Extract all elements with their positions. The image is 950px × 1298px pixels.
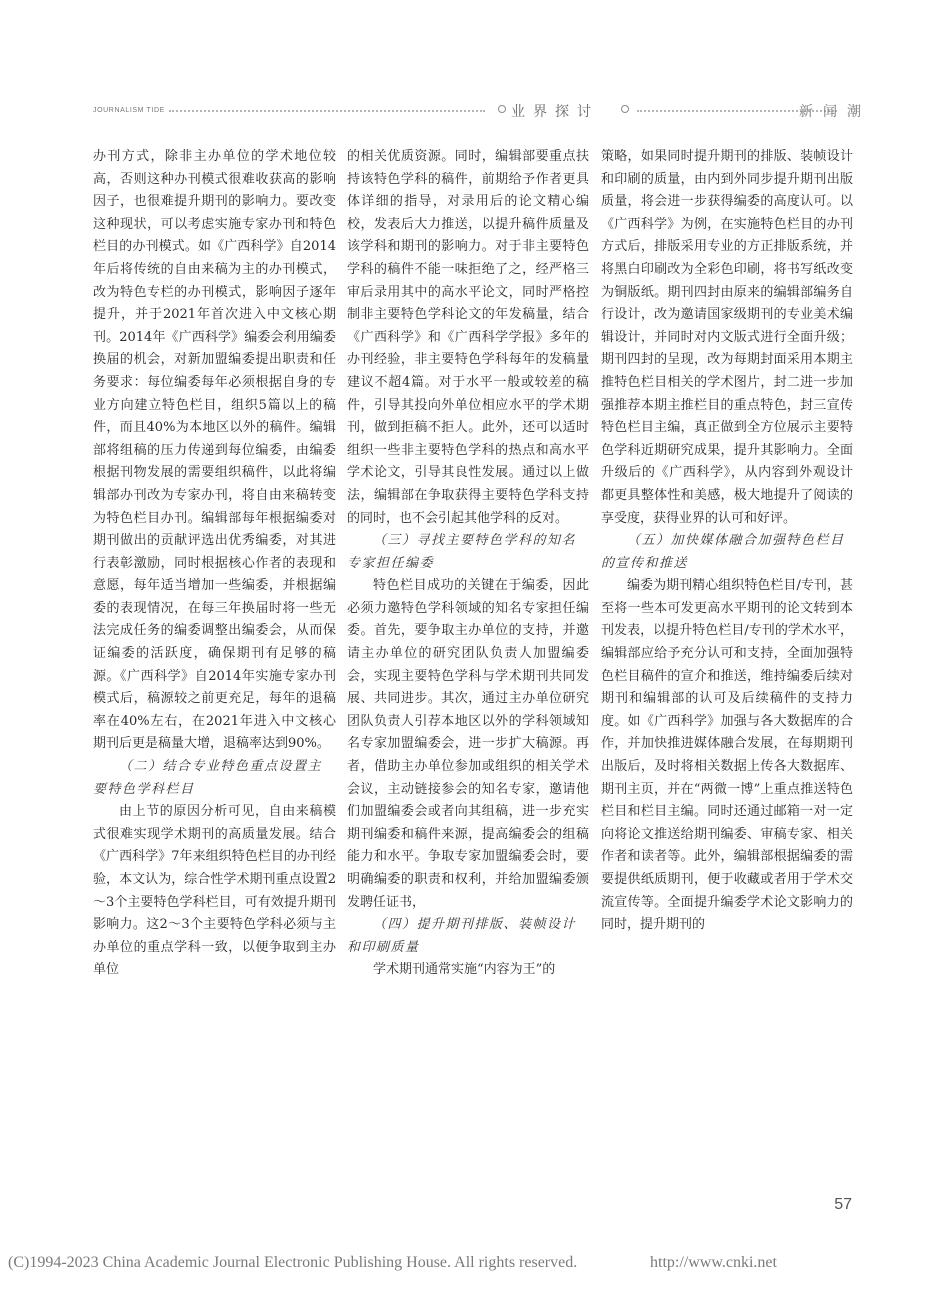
copyright-notice: (C)1994-2023 China Academic Journal Electronic Publishing House. All rights reserved. [8, 1254, 578, 1271]
circle-ornament-icon [498, 105, 506, 113]
paragraph: 编委为期刊精心组织特色栏目/专刊，甚至将一些本可发更高水平期刊的论文转到本刊发表，以提升特色栏目/专刊的学术水平，编辑部应给予充分认可和支持，全面加强特色栏目稿件的宣介和推送，维持编委后续对期刊和编辑部的认可及后续稿件的支持力度。如《广西科学》加强与各大数据库的合作，并加快推进媒体融合发展，在每期期刊出版后，及时将相关数据上传各大数据库、期刊主页，并在“两微一博”上重点推送特色栏目和栏目主编。同时还通过邮箱一对一定向将论文推送给期刊编委、审稿专家、相关作者和读者等。此外，编辑部根据编委的需要提供纸质期刊，便于收藏或者用于学术交流宣传等。全面提升编委学术论文影响力的同时，提升期刊的 [601, 578, 853, 933]
paragraph: 策略，如果同时提升期刊的排版、装帧设计和印刷的质量，由内到外同步提升期刊出版质量，将会进一步获得编委的高度认可。以《广西科学》为例，在实施特色栏目的办刊方式后，排版采用专业的方正排版系统，并将黑白印刷改为全彩色印刷，将书写纸改变为铜版纸。期刊四封由原来的编辑部编务自行设计，改为邀请国家级期刊的专业美术编辑设计，并同时对内文版式进行全面升级；期刊四封的呈现，改为每期封面采用本期主推特色栏目相关的学术图片，封二进一步加强推荐本期主推栏目的重点特色，封三宣传特色栏目主编，真正做到全方位展示主要特色学科近期研究成果，提升其影响力。全面升级后的《广西科学》，从内容到外观设计都更具整体性和美感，极大地提升了阅读的享受度，获得业界的认可和好评。 [601, 149, 853, 526]
circle-ornament-icon [621, 105, 629, 113]
header-dotted-rule-left [169, 110, 485, 112]
paragraph: 的相关优质资源。同时，编辑部要重点扶持该特色学科的稿件，前期给予作者更具体详细的指导，对录用后的论文精心编校，发表后大力推送，以提升稿件质量及该学科和期刊的影响力。对于非主要特色学科的稿件不能一味拒绝了之，经严格三审后录用其中的高水平论文，同时严格控制非主要特色学科论文的年发稿量，结合《广西科学》和《广西科学学报》多年的办刊经验，非主要特色学科每年的发稿量建议不超4篇。对于水平一般或较差的稿件，引导其投向外单位相应水平的学术期刊，做到拒稿不拒人。此外，还可以适时组织一些非主要特色学科的热点和高水平学术论文，引导其良性发展。通过以上做法，编辑部在争取获得主要特色学科支持的同时，也不会引起其他学科的反对。 [347, 149, 589, 526]
text-column-1 [93, 146, 336, 982]
page-number: 57 [834, 1196, 852, 1213]
subsection-heading: （五）加快媒体融合加强特色栏目的宣传和推送 [601, 533, 845, 571]
publisher-link[interactable]: http://www.cnki.net [650, 1254, 777, 1271]
text-column-2 [347, 146, 589, 982]
paragraph: 办刊方式，除非主办单位的学术地位较高，否则这种办刊模式很难收获高的影响因子，也很难提升期刊的影响力。要改变这种现状，可以考虑实施专家办刊和特色栏目的办刊模式。如《广西科学》自2014年后将传统的自由来稿为主的办刊模式，改为特色专栏的办刊模式，影响因子逐年提升，并于2021年首次进入中文核心期刊。2014年《广西科学》编委会利用编委换届的机会，对新加盟编委提出职责和任务要求：每位编委每年必须根据自身的专业方向建立特色栏目，组织5篇以上的稿件，而且40%为本地区以外的稿件。编辑部将组稿的压力传递到每位编委，由编委根据刊物发展的需要组织稿件，以此将编辑部办刊改为专家办刊，将自由来稿转变为特色栏目办刊。编辑部每年根据编委对期刊做出的贡献评选出优秀编委，对其进行表彰激励，同时根据核心作者的表现和意愿，每年适当增加一些编委，并根据编委的表现情况，在每三年换届时将一些无法完成任务的编委调整出编委会，从而保证编委的活跃度，确保期刊有足够的稿源。《广西科学》自2014年实施专家办刊模式后，稿源较之前更充足，每年的退稿率在40%左右，在2021年进入中文核心期刊后更是稿量大增，退稿率达到90%。 [93, 149, 336, 752]
subsection-heading: （二）结合专业特色重点设置主要特色学科栏目 [93, 759, 323, 797]
subsection-heading: （四）提升期刊排版、装帧设计和印刷质量 [347, 917, 577, 955]
journal-name-chinese: 新闻潮 [799, 104, 871, 120]
text-column-3 [601, 146, 853, 937]
journal-name-english: JOURNALISM TIDE [93, 107, 165, 114]
running-header [93, 100, 871, 122]
paragraph: 学术期刊通常实施“内容为王”的 [373, 962, 556, 978]
section-title: 业界探讨 [511, 104, 599, 120]
paragraph: 特色栏目成功的关键在于编委，因此必须力邀特色学科领域的知名专家担任编委。首先，要争取主办单位的支持，并邀请主办单位的研究团队负责人加盟编委会，实现主要特色学科与学术期刊共同发展、共同进步。其次，通过主办单位研究团队负责人引荐本地区以外的学科领域知名专家加盟编委会，进一步扩大稿源。再者，借助主办单位参加或组织的相关学术会议，主动链接参会的知名专家，邀请他们加盟编委会或者向其组稿，进一步充实期刊编委和稿件来源，提高编委会的组稿能力和水平。争取专家加盟编委会时，要明确编委的职责和权利，并给加盟编委颁发聘任证书， [347, 578, 589, 910]
paragraph: 由上节的原因分析可见，自由来稿模式很难实现学术期刊的高质量发展。结合《广西科学》7年来组织特色栏目的办刊经验，本文认为，综合性学术期刊重点设置2～3个主要特色学科栏目，可有效提升期刊影响力。这2～3个主要特色学科必须与主办单位的重点学科一致，以便争取到主办单位 [93, 804, 336, 978]
subsection-heading: （三）寻找主要特色学科的知名专家担任编委 [347, 533, 577, 571]
